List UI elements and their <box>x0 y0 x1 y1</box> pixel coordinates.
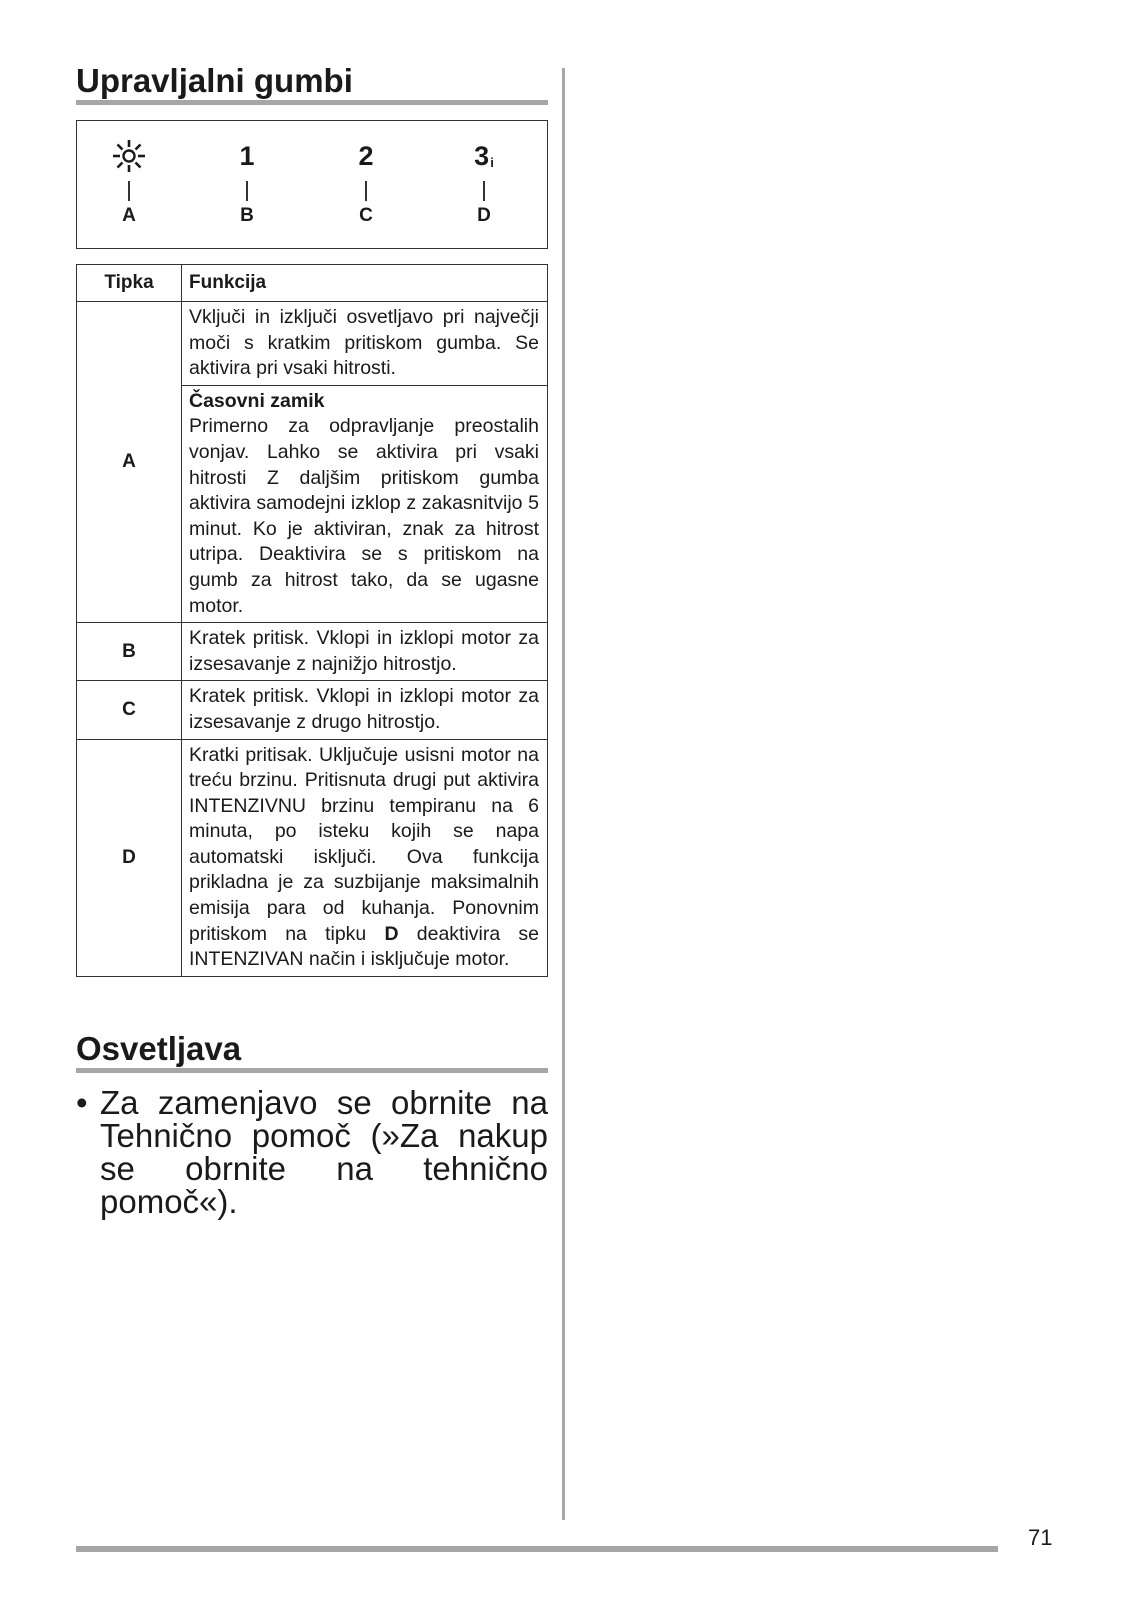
button-letter: D <box>477 205 491 226</box>
column-divider <box>562 68 565 1520</box>
function-cell: Kratki pritisak. Uključuje usisni motor na treću brzinu. Pritisnuta drugi put aktivira INTENZIVNU brzinu tempiranu na 6 minuta, po isteku kojih se napa automatski isključi. Ova funkcija prikladna je za suzbijanje maksimalnih emisija para od kuhanja. Ponovnim pritiskom na tipku D deaktivira se INTENZIVAN način i isključuje motor. <box>182 739 548 976</box>
speed-3-intensive-button <box>454 121 514 248</box>
key-reference: D <box>384 922 399 945</box>
button-letter: B <box>240 205 254 226</box>
pointer-line <box>483 181 485 201</box>
key-cell: C <box>77 681 182 739</box>
function-table <box>76 264 548 977</box>
list-item <box>76 1086 548 1218</box>
key-cell: B <box>77 623 182 681</box>
intensive-indicator: i <box>490 155 494 170</box>
speed-2-button <box>336 121 396 248</box>
light-icon <box>99 139 159 173</box>
column-header-key: Tipka <box>77 265 182 302</box>
section-title-controls: Upravljalni gumbi <box>76 62 548 105</box>
pointer-line <box>365 181 367 201</box>
light-button <box>99 121 159 248</box>
function-text: Primerno za odpravljanje preostalih vonjav. Lahko se aktivira pri vsaki hitrosti Z daljšim pritiskom gumba aktivira samodejni izklop z zakasnitvijo 5 minut. Ko je aktiviran, znak za hitrost utripa. Deaktivira se s pritiskom na gumb za hitrost tako, da se ugasne motor. <box>189 415 539 617</box>
table-row <box>77 302 548 386</box>
speed-1-button <box>217 121 277 248</box>
table-header-row <box>77 265 548 302</box>
function-cell <box>182 385 548 622</box>
speed-1-symbol: 1 <box>239 141 255 171</box>
pointer-line <box>246 181 248 201</box>
key-cell: A <box>77 302 182 623</box>
pointer-line <box>128 181 130 201</box>
function-cell: Kratek pritisk. Vklopi in izklopi motor za izsesavanje z najnižjo hitrostjo. <box>182 623 548 681</box>
page-number: 71 <box>1028 1525 1053 1550</box>
table-row <box>77 739 548 976</box>
button-letter: A <box>122 205 136 226</box>
table-row <box>77 681 548 739</box>
column-header-function: Funkcija <box>182 265 548 302</box>
list-item-text: Za zamenjavo se obrnite na Tehnično pomoč (»Za nakup se obrnite na tehnično pomoč«). <box>100 1084 548 1220</box>
button-letter: C <box>359 205 373 226</box>
key-cell: D <box>77 739 182 976</box>
footer-rule <box>76 1546 998 1552</box>
bullet-marker: • <box>76 1084 88 1121</box>
speed-2-symbol: 2 <box>358 141 374 171</box>
function-cell: Kratek pritisk. Vklopi in izklopi motor za izsesavanje z drugo hitrostjo. <box>182 681 548 739</box>
lighting-instructions <box>76 1086 548 1218</box>
function-cell: Vključi in izključi osvetljavo pri največji moči s kratkim pritiskom gumba. Se aktivira pri vsaki hitrosti. <box>182 302 548 386</box>
speed-3-symbol: 3i <box>474 141 494 171</box>
control-panel-diagram <box>76 120 548 249</box>
table-row <box>77 623 548 681</box>
section-title-lighting: Osvetljava <box>76 1030 548 1073</box>
function-subtitle: Časovni zamik <box>189 389 325 412</box>
